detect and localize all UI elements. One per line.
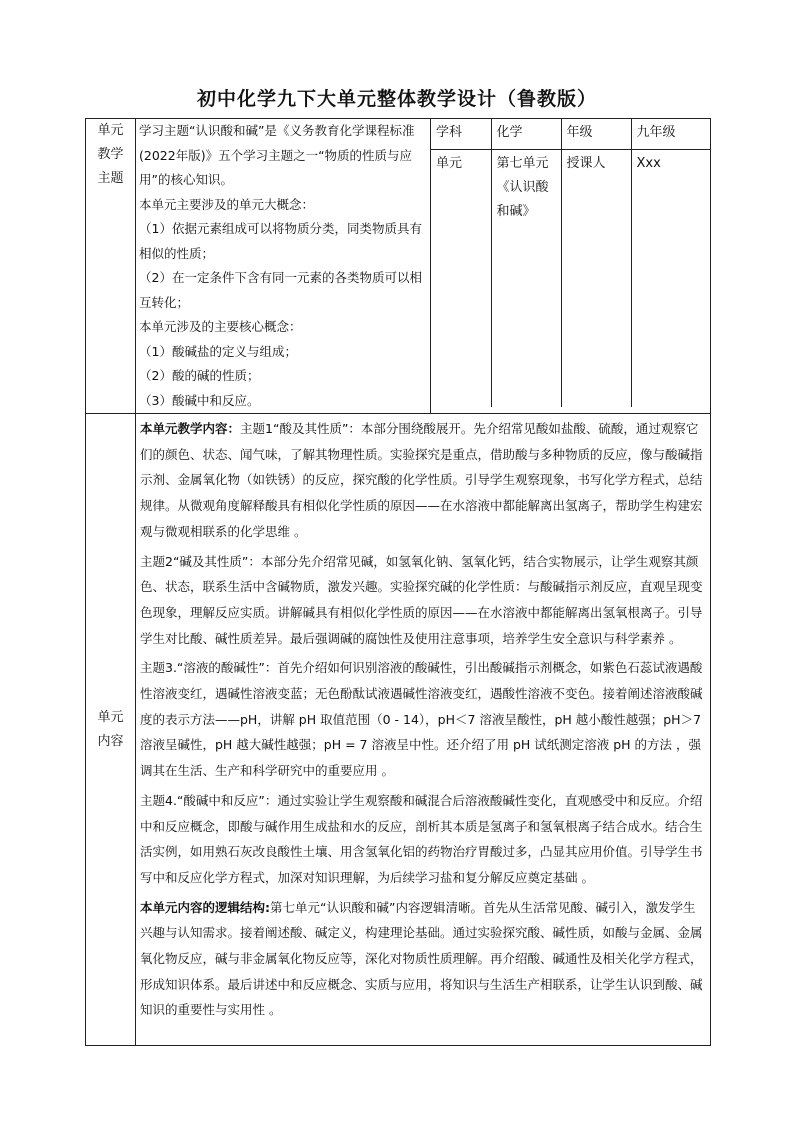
theme-paragraph: （1）酸碱盐的定义与组成； [139,343,297,359]
logic-structure-heading: 本单元内容的逻辑结构: [140,899,270,915]
theme-paragraph: （2）酸的碱的性质； [139,368,260,383]
theme-paragraph: （2）在一定条件下含有同一元素的各类物质可以相互转化； [139,270,422,310]
info-table [431,119,711,407]
info-cell [431,119,711,414]
grade-label: 年级 [561,119,631,150]
unit-theme-content [136,119,431,414]
content-paragraph-1 [136,414,710,547]
teacher-label: 授课人 [561,150,631,408]
theme-paragraph: 本单元涉及的主要核心概念： [139,319,302,334]
content-paragraph-5 [136,893,710,1026]
unit-theme-label [86,119,136,414]
unit-theme-label-text: 单元 教学 主题 [97,123,124,186]
lesson-design-table [85,118,711,1046]
theme-paragraph: 学习主题“认识酸和碱”是《义务教育化学课程标准(2022年版)》五个学习主题之一“物质的性质与应用”的核心知识。 [139,123,415,187]
subject-value: 化学 [491,119,561,150]
logic-structure-text: 第七单元“认识酸和碱”内容逻辑清晰。首先从生活常见酸、碱引入，激发学生兴趣与认知需求。接着阐述酸、碱定义，构建理论基础。通过实验探究酸、碱性质，如酸与金属、金属氧化物反应，碱与非金属氧化物反应等，深化对物质性质理解。再介绍酸、碱通性及相关化学方程式，形成知识体系。最后讲述中和反应概念、实质与应用，将知识与生活生产相联系，让学生认识到酸、碱知识的重要性与实用性 。 [140,899,703,1018]
page-title: 初中化学九下大单元整体教学设计（鲁教版） [196,88,597,110]
unit-content-body [136,414,711,1046]
topic2-text: 主题2“碱及其性质”：本部分先介绍常见碱，如氢氧化钠、氢氧化钙，结合实物展示，让学生观察其颜色、状态，联系生活中含碱物质，激发兴趣。实验探究碱的化学性质：与酸碱指示剂反应，直观呈现变色现象，理解反应实质。讲解碱具有相似化学性质的原因——在水溶液中都能解离出氢氧根离子。引导学生对比酸、碱性质差异。最后强调碱的腐蚀性及使用注意事项，培养学生安全意识与科学素养 。 [140,553,703,646]
theme-paragraph: （1）依据元素组成可以将物质分类，同类物质具有相似的性质； [139,221,422,261]
theme-paragraphs [136,119,430,413]
topic1-text: 主题1“酸及其性质”：本部分围绕酸展开。先介绍常见酸如盐酸、硫酸，通过观察它们的颜色、状态、闻气味，了解其物理性质。实验探究是重点，借助酸与多种物质的反应，像与酸碱指示剂、金属氧化物（如铁锈）的反应，探究酸的化学性质。引导学生观察现象，书写化学方程式，总结规律。从微观角度解释酸具有相似化学性质的原因——在水溶液中都能解离出氢离子，帮助学生构建宏观与微观相联系的化学思维 。 [140,421,703,539]
grade-value: 九年级 [631,119,711,150]
theme-paragraph: （3）酸碱中和反应。 [139,392,260,408]
topic3-text: 主题3.“溶液的酸碱性”：首先介绍如何识别溶液的酸碱性，引出酸碱指示剂概念，如紫色石蕊试液遇酸性溶液变红，遇碱性溶液变蓝；无色酚酞试液遇碱性溶液变红，遇酸性溶液不变色。接着阐述溶液酸碱度的表示方法——pH，讲解 pH 取值范围（0 - 14），pH＜7 溶液呈酸性，pH 越小酸性越强；pH＞7 溶液呈碱性，pH 越大碱性越强；pH = 7 溶液呈中性。还介绍了用 pH 试纸测定溶液 pH 的方法 ，强调其在生活、生产和科学研究中的重要应用 。 [140,660,703,779]
teaching-content-heading: 本单元教学内容： [140,421,241,436]
teacher-value: Xxx [631,150,711,408]
topic4-text: 主题4.“酸碱中和反应”：通过实验让学生观察酸和碱混合后溶液酸碱性变化，直观感受中和反应。介绍中和反应概念，即酸与碱作用生成盐和水的反应，剖析其本质是氢离子和氢氧根离子结合成水。结合生活实例，如用熟石灰改良酸性土壤、用含氢氧化铝的药物治疗胃酸过多，凸显其应用价值。引导学生书写中和反应化学方程式，加深对知识理解，为后续学习盐和复分解反应奠定基础 。 [140,792,703,885]
unit-value: 第七单元《认识酸和碱》 [491,150,561,408]
theme-paragraph: 本单元主要涉及的单元大概念： [139,196,315,212]
unit-label: 单元 [436,156,463,171]
unit-content-label [86,414,136,1046]
unit-content-label-text: 单元 内容 [97,709,124,749]
subject-label: 学科 [431,119,491,150]
